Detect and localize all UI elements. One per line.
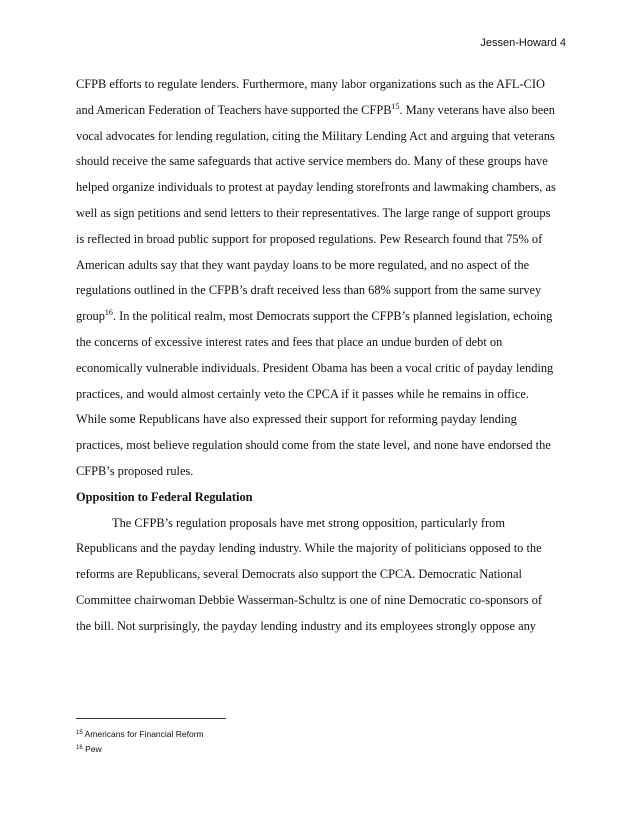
text-line: should receive the same safeguards that active service members do. Many of these groups have (76, 154, 548, 169)
text-line: CFPB’s proposed rules. (76, 463, 194, 478)
text-run: . In the political realm, most Democrats support the CFPB’s planned legislation, echoing (112, 309, 553, 324)
text-line: the concerns of excessive interest rates and fees that place an undue burden of debt on (76, 334, 503, 349)
text-line: practices, and would almost certainly veto the CPCA if it passes while he remains in office. (76, 386, 529, 401)
text-line: regulations outlined in the CFPB’s draft received less than 68% support from the same survey (76, 283, 542, 298)
text-line: economically vulnerable individuals. President Obama has been a vocal critic of payday lending (76, 360, 554, 375)
text-line: reforms are Republicans, several Democrats also support the CPCA. Democratic National (76, 567, 522, 582)
text-line: the bill. Not surprisingly, the payday lending industry and its employees strongly oppose any (76, 618, 536, 633)
text-line: While some Republicans have also expressed their support for reforming payday lending (76, 412, 517, 427)
footnote-number: 15 (76, 730, 83, 736)
text-line: Committee chairwoman Debbie Wasserman-Schultz is one of nine Democratic co-sponsors of (76, 592, 543, 607)
text-run: group (76, 309, 105, 324)
text-line: The CFPB’s regulation proposals have met strong opposition, particularly from (112, 515, 506, 530)
text-line: CFPB efforts to regulate lenders. Furthermore, many labor organizations such as the AFL-CIO (76, 77, 545, 91)
text-line (76, 304, 562, 330)
text-line: vocal advocates for lending regulation, citing the Military Lending Act and arguing that veterans (76, 128, 555, 143)
text-line: Republicans and the payday lending industry. While the majority of politicians opposed to the (76, 541, 542, 556)
text-line: helped organize individuals to protest at payday lending storefronts and lawmaking chambers, as (76, 180, 556, 195)
text-run: and American Federation of Teachers have supported the CFPB (76, 102, 392, 117)
text-line (76, 98, 562, 124)
footnote-ref: 16 (104, 308, 113, 318)
section-heading: Opposition to Federal Regulation (76, 489, 253, 504)
body-text (76, 72, 562, 640)
text-line: American adults say that they want payday loans to be more regulated, and no aspect of the (76, 257, 530, 272)
footnote-ref: 15 (391, 101, 400, 111)
footnote-text: Americans for Financial Reform (84, 729, 204, 739)
footnote (76, 742, 204, 757)
footnote-separator (76, 718, 226, 719)
footnote (76, 727, 204, 742)
footnote-text: Pew (85, 744, 102, 754)
footnote-number: 16 (76, 745, 83, 751)
text-line: practices, most believe regulation should come from the state level, and none have endorsed the (76, 438, 551, 453)
text-line: is reflected in broad public support for proposed regulations. Pew Research found that 75% of (76, 231, 543, 246)
footnotes (76, 727, 204, 757)
text-run: . Many veterans have also been (399, 102, 555, 117)
text-line: well as sign petitions and send letters to their representatives. The large range of support groups (76, 205, 551, 220)
running-head: Jessen-Howard 4 (480, 37, 566, 49)
